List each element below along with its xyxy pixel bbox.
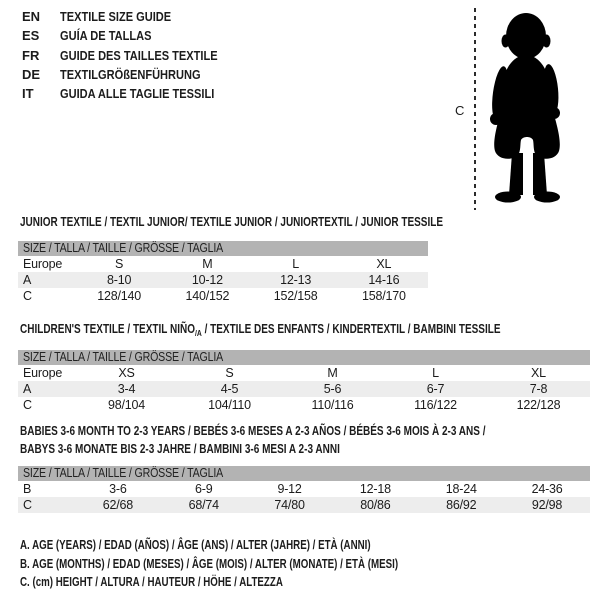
height-cell: 128/140: [97, 289, 142, 303]
legend-line-b: B. AGE (MONTHS) / EDAD (MESES) / ÂGE (MOIS) / ALTER (MONATE) / ETÀ (MESI): [20, 556, 399, 571]
height-cell: 158/170: [361, 289, 406, 303]
children-size-table: [18, 350, 590, 413]
age-cell: 12-13: [280, 273, 312, 287]
children-title-part2: / TEXTILE DES ENFANTS / KINDERTEXTIL / BAMBINI TESSILE: [201, 322, 501, 336]
age-cell: 6-7: [426, 382, 445, 396]
height-cell: 116/122: [414, 398, 457, 412]
height-cell: 122/128: [516, 398, 561, 412]
age-cell: 24-36: [531, 482, 563, 496]
language-row: [22, 9, 245, 28]
language-code: DE: [22, 66, 41, 82]
babies-size-table: [18, 466, 590, 513]
row-label: A: [23, 273, 32, 287]
babies-section-title: [20, 423, 485, 458]
size-cell: L: [292, 257, 299, 271]
language-code: FR: [22, 47, 40, 63]
size-table-header: [18, 241, 428, 256]
age-cell: 7-8: [529, 382, 548, 396]
size-table-header-label: SIZE / TALLA / TAILLE / GRÖSSE / TAGLIA: [23, 241, 224, 255]
size-table-header: [18, 350, 590, 365]
height-measure-label: C: [455, 103, 465, 118]
height-measure-line: [474, 8, 476, 210]
table-row-c: [18, 397, 590, 413]
size-cell: XS: [118, 366, 135, 380]
language-title: GUIDE DES TAILLES TEXTILE: [60, 47, 218, 63]
height-cell: 92/98: [531, 498, 563, 512]
age-cell: 5-6: [323, 382, 342, 396]
height-cell: 104/110: [208, 398, 251, 412]
table-row-c: [18, 288, 428, 304]
language-row: [22, 48, 245, 67]
babies-title-line2: BABYS 3-6 MONATE BIS 2-3 JAHRE / BAMBINI 3-6 MESI A 2-3 ANNI: [20, 441, 340, 456]
language-code: EN: [22, 9, 41, 24]
height-cell: 74/80: [274, 498, 305, 512]
height-cell: 98/104: [107, 398, 146, 412]
table-row-a: [18, 272, 428, 288]
children-section-title: [20, 322, 501, 340]
language-row: [22, 28, 245, 47]
size-table-header-label: SIZE / TALLA / TAILLE / GRÖSSE / TAGLIA: [23, 350, 224, 364]
language-code: IT: [22, 86, 34, 102]
size-cell: L: [432, 366, 439, 380]
age-cell: 8-10: [107, 273, 132, 287]
row-label: C: [23, 398, 32, 412]
height-cell: 62/68: [102, 498, 134, 512]
language-title: GUÍA DE TALLAS: [60, 28, 152, 44]
legend-line-a: A. AGE (YEARS) / EDAD (AÑOS) / ÂGE (ANS) / ALTER (JAHRE) / ETÀ (ANNI): [20, 538, 371, 552]
height-cell: 86/92: [446, 498, 477, 512]
table-row-europe: [18, 365, 590, 381]
row-label: Europe: [23, 257, 63, 271]
size-cell: S: [225, 366, 234, 380]
junior-section-title: JUNIOR TEXTILE / TEXTIL JUNIOR/ TEXTILE JUNIOR / JUNIORTEXTIL / JUNIOR TESSILE: [20, 215, 444, 229]
table-row-a: [18, 381, 590, 397]
language-row: [22, 86, 245, 105]
row-label: C: [23, 498, 32, 512]
size-cell: XL: [531, 366, 546, 380]
table-row-b: [18, 481, 590, 497]
row-label: Europe: [23, 366, 63, 380]
table-row-c: [18, 497, 590, 513]
legend-block: [20, 536, 505, 592]
language-title-block: [22, 9, 245, 105]
height-cell: 68/74: [188, 498, 219, 512]
height-cell: 152/158: [273, 289, 318, 303]
age-cell: 10-12: [191, 273, 223, 287]
height-cell: 110/116: [311, 398, 354, 412]
language-row: [22, 67, 245, 86]
children-title-subscript: /A: [194, 328, 202, 338]
row-label: A: [23, 382, 32, 396]
size-cell: XL: [376, 257, 392, 271]
age-cell: 3-6: [109, 482, 127, 496]
language-title: TEXTILGRÖßENFÜHRUNG: [60, 66, 201, 82]
row-label: C: [23, 289, 32, 303]
size-cell: M: [327, 366, 338, 380]
size-table-header-label: SIZE / TALLA / TAILLE / GRÖSSE / TAGLIA: [23, 466, 224, 480]
age-cell: 9-12: [277, 482, 302, 496]
size-cell: M: [202, 257, 213, 271]
language-code: ES: [22, 28, 40, 44]
age-cell: 6-9: [195, 482, 213, 496]
age-cell: 14-16: [368, 273, 400, 287]
age-cell: 3-4: [117, 382, 136, 396]
table-row-europe: [18, 256, 428, 272]
junior-size-table: [18, 241, 428, 304]
age-cell: 4-5: [220, 382, 239, 396]
size-cell: S: [115, 257, 124, 271]
baby-silhouette-icon: [481, 9, 567, 209]
age-cell: 18-24: [445, 482, 477, 496]
size-table-header: [18, 466, 590, 481]
height-cell: 80/86: [360, 498, 391, 512]
row-label: B: [23, 482, 32, 496]
legend-line-c: C. (cm) HEIGHT / ALTURA / HAUTEUR / HÖHE / ALTEZZA: [20, 575, 283, 589]
age-cell: 12-18: [359, 482, 391, 496]
language-title: TEXTILE SIZE GUIDE: [60, 9, 172, 24]
children-title-part1: CHILDREN'S TEXTILE / TEXTIL NIÑO: [20, 322, 195, 336]
babies-title-line1: BABIES 3-6 MONTH TO 2-3 YEARS / BEBÉS 3-6 MESES A 2-3 AÑOS / BÉBÉS 3-6 MOIS À 2-3 ANS /: [20, 424, 486, 438]
language-title: GUIDA ALLE TAGLIE TESSILI: [60, 86, 215, 102]
height-cell: 140/152: [185, 289, 230, 303]
